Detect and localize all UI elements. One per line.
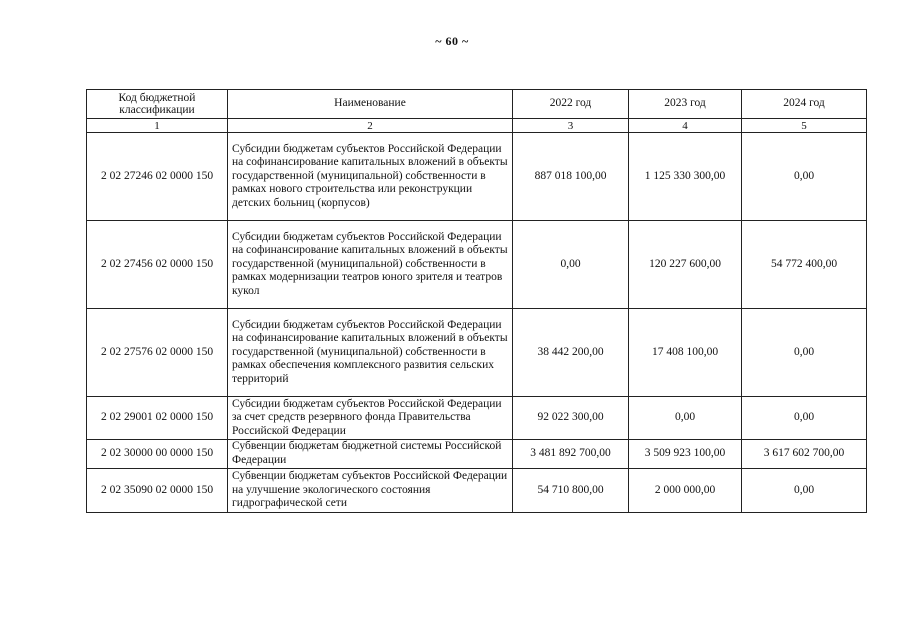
table-row <box>87 309 867 397</box>
row-value-2022: 3 481 892 700,00 <box>513 440 629 469</box>
row-value-2023: 2 000 000,00 <box>629 469 742 513</box>
column-index: 3 <box>513 119 629 133</box>
row-value-2022: 887 018 100,00 <box>513 133 629 221</box>
budget-table <box>86 89 867 513</box>
column-index-row <box>87 119 867 133</box>
row-code: 2 02 29001 02 0000 150 <box>87 397 228 440</box>
column-index: 4 <box>629 119 742 133</box>
row-name: Субсидии бюджетам субъектов Российской Федерации на софинансирование капитальных вложений в объекты государственной (муниципальной) собственности в рамках обеспечения комплексного развития сельских территорий <box>228 309 513 397</box>
column-index: 5 <box>742 119 867 133</box>
header-2023: 2023 год <box>629 90 742 119</box>
row-value-2024: 0,00 <box>742 397 867 440</box>
column-index: 1 <box>87 119 228 133</box>
row-code: 2 02 30000 00 0000 150 <box>87 440 228 469</box>
row-value-2024: 54 772 400,00 <box>742 221 867 309</box>
table-row <box>87 397 867 440</box>
row-value-2024: 0,00 <box>742 309 867 397</box>
row-code: 2 02 27246 02 0000 150 <box>87 133 228 221</box>
row-value-2022: 54 710 800,00 <box>513 469 629 513</box>
row-value-2022: 92 022 300,00 <box>513 397 629 440</box>
row-value-2023: 17 408 100,00 <box>629 309 742 397</box>
row-code: 2 02 27576 02 0000 150 <box>87 309 228 397</box>
row-value-2022: 38 442 200,00 <box>513 309 629 397</box>
header-row <box>87 90 867 119</box>
header-code: Код бюджетной классификации <box>87 90 228 119</box>
row-code: 2 02 35090 02 0000 150 <box>87 469 228 513</box>
row-value-2023: 0,00 <box>629 397 742 440</box>
row-name: Субвенции бюджетам субъектов Российской Федерации на улучшение экологического состояния гидрографической сети <box>228 469 513 513</box>
row-name: Субвенции бюджетам бюджетной системы Российской Федерации <box>228 440 513 469</box>
page-number: ~ 60 ~ <box>435 34 469 48</box>
row-value-2023: 120 227 600,00 <box>629 221 742 309</box>
row-value-2023: 3 509 923 100,00 <box>629 440 742 469</box>
row-value-2023: 1 125 330 300,00 <box>629 133 742 221</box>
row-name: Субсидии бюджетам субъектов Российской Федерации на софинансирование капитальных вложений в объекты государственной (муниципальной) собственности в рамках модернизации театров юного зрителя и театров кукол <box>228 221 513 309</box>
row-name: Субсидии бюджетам субъектов Российской Федерации за счет средств резервного фонда Правительства Российской Федерации <box>228 397 513 440</box>
table-row <box>87 133 867 221</box>
table-row <box>87 469 867 513</box>
header-name: Наименование <box>228 90 513 119</box>
table-row <box>87 440 867 469</box>
column-index: 2 <box>228 119 513 133</box>
header-2024: 2024 год <box>742 90 867 119</box>
row-name: Субсидии бюджетам субъектов Российской Федерации на софинансирование капитальных вложений в объекты государственной (муниципальной) собственности в рамках нового строительства или реконструкции детских больниц (корпусов) <box>228 133 513 221</box>
row-code: 2 02 27456 02 0000 150 <box>87 221 228 309</box>
row-value-2024: 0,00 <box>742 133 867 221</box>
row-value-2024: 3 617 602 700,00 <box>742 440 867 469</box>
row-value-2024: 0,00 <box>742 469 867 513</box>
table-row <box>87 221 867 309</box>
header-2022: 2022 год <box>513 90 629 119</box>
row-value-2022: 0,00 <box>513 221 629 309</box>
